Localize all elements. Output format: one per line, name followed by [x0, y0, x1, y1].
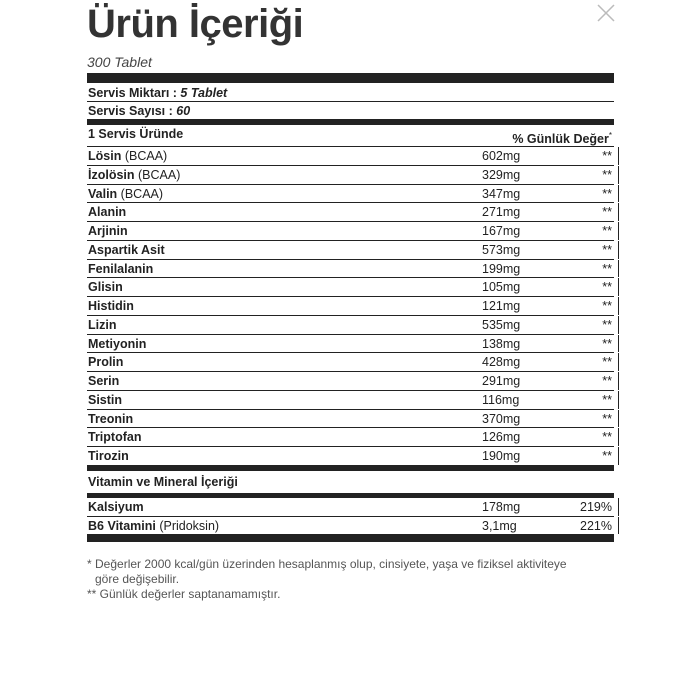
daily-value: **	[602, 224, 612, 238]
column-divider	[618, 353, 619, 371]
table-row	[87, 517, 614, 536]
table-row	[87, 372, 614, 391]
nutrient-amount: 347mg	[482, 186, 521, 201]
nutrient-note: (BCAA)	[138, 167, 181, 182]
nutrient-note: (BCAA)	[120, 186, 164, 201]
column-divider	[618, 447, 619, 465]
table-row	[87, 447, 614, 466]
vitamin-list	[87, 498, 614, 536]
daily-value: 219%	[580, 499, 612, 514]
table-row	[87, 185, 614, 204]
serving-size-label: Servis Miktarı :	[88, 86, 177, 100]
table-row	[87, 241, 614, 260]
nutrient-name	[88, 374, 119, 388]
daily-value: **	[602, 242, 612, 257]
footnote-2: ** Günlük değerler saptanamamıştır.	[87, 587, 281, 601]
serving-size-row	[87, 83, 614, 102]
nutrient-label: Alanin	[88, 205, 127, 220]
column-divider	[618, 185, 619, 203]
column-divider	[618, 391, 619, 409]
nutrient-amount: 126mg	[482, 430, 521, 445]
daily-value: **	[602, 355, 612, 370]
table-row	[87, 498, 614, 517]
nutrient-amount: 271mg	[482, 205, 521, 220]
table-row	[87, 428, 614, 447]
nutrient-label: Metiyonin	[88, 336, 147, 351]
nutrient-name	[88, 519, 219, 533]
vitamin-section-label: Vitamin ve Mineral İçeriği	[88, 474, 238, 489]
nutrient-amount: 602mg	[482, 149, 521, 163]
footnotes	[87, 557, 614, 602]
daily-value: **	[602, 449, 612, 463]
nutrient-label: İzolösin	[88, 167, 135, 182]
nutrient-label: Prolin	[88, 355, 124, 370]
close-icon[interactable]	[596, 3, 616, 23]
column-divider	[618, 316, 619, 334]
nutrient-name	[88, 168, 180, 182]
per-serving-label: 1 Servis Üründe	[88, 127, 184, 141]
page-title: Ürün İçeriği	[87, 2, 304, 46]
daily-value-header: % Günlük Değer	[512, 132, 609, 147]
column-divider	[618, 297, 619, 315]
nutrient-amount: 199mg	[482, 261, 521, 276]
nutrient-label: Valin	[88, 186, 118, 201]
divider-thick	[87, 535, 614, 542]
nutrient-name	[88, 355, 123, 369]
table-row	[87, 335, 614, 354]
nutrient-amount: 178mg	[482, 499, 521, 514]
column-divider	[618, 498, 619, 516]
nutrient-name	[88, 299, 134, 313]
nutrient-amount: 329mg	[482, 167, 521, 182]
daily-value: **	[602, 374, 612, 388]
daily-value-mark: *	[608, 131, 612, 140]
daily-value: **	[602, 205, 612, 220]
nutrient-name	[88, 224, 128, 238]
daily-value: **	[602, 299, 612, 313]
vitamin-section-heading	[87, 471, 614, 493]
nutrient-name	[88, 262, 153, 276]
table-row	[87, 353, 614, 372]
nutrient-name	[88, 205, 126, 219]
nutrient-note: (Pridoksin)	[159, 518, 220, 533]
column-divider	[618, 241, 619, 259]
table-row	[87, 391, 614, 410]
footnote-1-cont: göre değişebilir.	[95, 572, 180, 586]
nutrient-amount: 167mg	[482, 224, 521, 238]
daily-value: **	[602, 167, 612, 182]
nutrient-name	[88, 500, 144, 514]
nutrient-amount: 121mg	[482, 299, 521, 313]
nutrient-amount: 573mg	[482, 242, 521, 257]
nutrient-amount: 428mg	[482, 355, 521, 370]
nutrient-name	[88, 337, 146, 351]
per-serving-header	[87, 125, 614, 147]
serving-count-label: Servis Sayısı :	[88, 104, 173, 118]
nutrient-name	[88, 187, 163, 201]
nutrient-label: Kalsiyum	[88, 499, 144, 514]
daily-value: **	[602, 186, 612, 201]
table-row	[87, 260, 614, 279]
table-row	[87, 147, 614, 166]
table-row	[87, 222, 614, 241]
nutrient-label: Serin	[88, 374, 120, 388]
nutrient-label: Treonin	[88, 411, 134, 426]
nutrient-name	[88, 393, 122, 407]
nutrient-amount: 3,1mg	[482, 518, 517, 533]
nutrient-label: Aspartik Asit	[88, 242, 165, 257]
serving-count-row	[87, 102, 614, 120]
serving-size-value: 5 Tablet	[180, 86, 228, 100]
nutrient-amount: 535mg	[482, 317, 521, 332]
nutrient-label: Arjinin	[88, 224, 128, 238]
nutrient-label: Lizin	[88, 317, 117, 332]
footnote-1: * Değerler 2000 kcal/gün üzerinden hesaplanmış olup, cinsiyete, yaşa ve fiziksel aktiviteye	[87, 557, 567, 571]
table-row	[87, 203, 614, 222]
column-divider	[618, 166, 619, 184]
nutrient-note: (BCAA)	[124, 149, 168, 163]
divider-thick	[87, 73, 614, 83]
daily-value: **	[602, 336, 612, 351]
nutrient-amount: 116mg	[482, 392, 520, 407]
nutrient-amount: 291mg	[482, 374, 521, 388]
daily-value: **	[602, 411, 612, 426]
daily-value: **	[602, 392, 612, 407]
nutrient-amount: 105mg	[482, 280, 521, 295]
column-divider	[618, 260, 619, 278]
nutrient-label: Histidin	[88, 299, 134, 313]
table-row	[87, 316, 614, 335]
column-divider	[618, 372, 619, 390]
nutrient-amount: 370mg	[482, 411, 521, 426]
nutrient-amount: 190mg	[482, 449, 521, 463]
daily-value: **	[602, 430, 612, 445]
column-divider	[618, 410, 619, 428]
nutrient-amount: 138mg	[482, 336, 521, 351]
table-row	[87, 278, 614, 297]
nutrient-label: Triptofan	[88, 430, 142, 445]
daily-value: **	[602, 317, 612, 332]
nutrient-name	[88, 243, 165, 257]
nutrient-name	[88, 318, 116, 332]
column-divider	[618, 203, 619, 221]
serving-count-value: 60	[176, 104, 191, 118]
daily-value: 221%	[580, 518, 612, 533]
product-subtitle: 300 Tablet	[87, 54, 152, 70]
column-divider	[618, 335, 619, 353]
daily-value: **	[602, 149, 612, 163]
column-divider	[618, 222, 619, 240]
column-divider	[618, 428, 619, 446]
column-divider	[618, 147, 619, 165]
table-row	[87, 166, 614, 185]
column-divider	[618, 517, 619, 535]
nutrient-label: B6 Vitamini	[88, 518, 156, 533]
nutrient-label: Fenilalanin	[88, 261, 154, 276]
table-row	[87, 297, 614, 316]
column-divider	[618, 278, 619, 296]
nutrient-name	[88, 149, 167, 163]
nutrient-label: Sistin	[88, 392, 123, 407]
nutrient-name	[88, 449, 129, 463]
nutrient-label: Glisin	[88, 280, 123, 295]
nutrition-panel	[87, 73, 614, 542]
daily-value: **	[602, 261, 612, 276]
nutrient-name	[88, 412, 133, 426]
nutrient-label: Tirozin	[88, 449, 129, 463]
table-row	[87, 410, 614, 429]
daily-value: **	[602, 280, 612, 295]
nutrient-label: Lösin	[88, 149, 122, 163]
amino-acid-list	[87, 147, 614, 466]
nutrient-name	[88, 430, 141, 444]
nutrient-name	[88, 280, 123, 294]
